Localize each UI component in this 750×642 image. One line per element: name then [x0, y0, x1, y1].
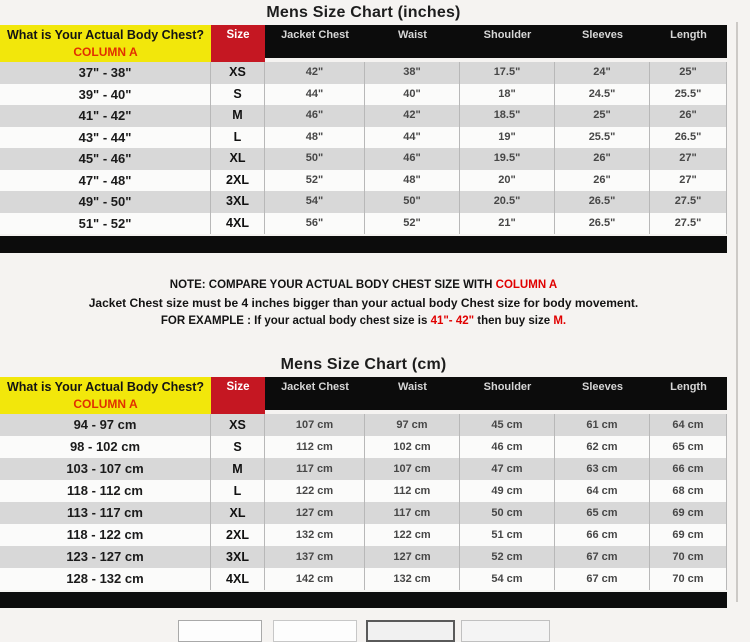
chest-range-cell: 45" - 46" — [0, 148, 211, 170]
chest-range-cell: 47" - 48" — [0, 170, 211, 192]
table-header — [0, 25, 727, 62]
thumbnail-4[interactable] — [461, 620, 550, 642]
measure-value-cell: 64 cm — [650, 414, 727, 436]
size-cell: 4XL — [211, 213, 265, 235]
measure-value-cell: 52" — [265, 170, 365, 192]
measure-value-cell: 26.5" — [650, 127, 727, 149]
measure-value-cell: 68 cm — [650, 480, 727, 502]
measure-value-cell: 107 cm — [265, 414, 365, 436]
measure-value-cell: 51 cm — [460, 524, 555, 546]
table-row — [0, 84, 727, 106]
size-column-header: Size — [211, 25, 265, 62]
table-row — [0, 568, 727, 590]
measure-value-cell: 25.5" — [650, 84, 727, 106]
measure-value-cell: 24.5" — [555, 84, 650, 106]
size-cell: XS — [211, 414, 265, 436]
measure-value-cell: 21" — [460, 213, 555, 235]
table-row — [0, 191, 727, 213]
table-row — [0, 436, 727, 458]
size-cell: XL — [211, 148, 265, 170]
column-a-reference: COLUMN A — [495, 279, 558, 291]
measure-value-cell: 137 cm — [265, 546, 365, 568]
table-footer-bar — [0, 592, 727, 608]
measure-value-cell: 54 cm — [460, 568, 555, 590]
measure-value-cell: 112 cm — [265, 436, 365, 458]
table-footer-bar — [0, 236, 727, 253]
table-row — [0, 458, 727, 480]
chest-range-cell: 37" - 38" — [0, 62, 211, 84]
measure-value-cell: 26" — [555, 170, 650, 192]
measure-header-0: Jacket Chest — [281, 381, 349, 393]
measure-value-cell: 38" — [365, 62, 460, 84]
measure-value-cell: 67 cm — [555, 546, 650, 568]
chest-range-cell: 51" - 52" — [0, 213, 211, 235]
chest-range-cell: 103 - 107 cm — [0, 458, 211, 480]
measure-value-cell: 25.5" — [555, 127, 650, 149]
measure-header-3: Sleeves — [582, 381, 623, 393]
table-row — [0, 213, 727, 235]
size-cell: 3XL — [211, 191, 265, 213]
measure-value-cell: 46 cm — [460, 436, 555, 458]
measure-header-3: Sleeves — [582, 29, 623, 41]
chest-range-cell: 49" - 50" — [0, 191, 211, 213]
measure-value-cell: 122 cm — [365, 524, 460, 546]
size-cell: M — [211, 105, 265, 127]
measure-value-cell: 65 cm — [555, 502, 650, 524]
size-cell: L — [211, 127, 265, 149]
size-cell: S — [211, 436, 265, 458]
table-rows — [0, 62, 727, 234]
chest-range-cell: 118 - 122 cm — [0, 524, 211, 546]
measure-value-cell: 102 cm — [365, 436, 460, 458]
measure-value-cell: 40" — [365, 84, 460, 106]
table-row — [0, 502, 727, 524]
measure-value-cell: 27" — [650, 148, 727, 170]
measure-value-cell: 27.5" — [650, 213, 727, 235]
measure-value-cell: 112 cm — [365, 480, 460, 502]
table-row — [0, 480, 727, 502]
measure-header-0: Jacket Chest — [281, 29, 349, 41]
measure-value-cell: 50" — [265, 148, 365, 170]
body-chest-question: What is Your Actual Body Chest? — [6, 380, 204, 394]
measure-value-cell: 49 cm — [460, 480, 555, 502]
measure-value-cell: 107 cm — [365, 458, 460, 480]
size-table-inches — [0, 25, 727, 231]
column-a-label: COLUMN A — [73, 45, 138, 59]
size-cell: 3XL — [211, 546, 265, 568]
body-chest-question: What is Your Actual Body Chest? — [6, 28, 204, 42]
chest-range-cell: 39" - 40" — [0, 84, 211, 106]
measure-header-2: Shoulder — [483, 381, 532, 393]
body-chest-header — [0, 377, 211, 414]
measure-value-cell: 50 cm — [460, 502, 555, 524]
table-header — [0, 377, 727, 414]
measure-value-cell: 70 cm — [650, 546, 727, 568]
measure-value-cell: 20" — [460, 170, 555, 192]
measure-value-cell: 19.5" — [460, 148, 555, 170]
measure-value-cell: 26" — [555, 148, 650, 170]
chest-range-cell: 41" - 42" — [0, 105, 211, 127]
measure-value-cell: 61 cm — [555, 414, 650, 436]
measure-value-cell: 52" — [365, 213, 460, 235]
measures-header — [265, 25, 727, 58]
size-column-header: Size — [211, 377, 265, 414]
size-cell: 2XL — [211, 170, 265, 192]
size-cell: 4XL — [211, 568, 265, 590]
measure-value-cell: 25" — [555, 105, 650, 127]
chart-title-inches: Mens Size Chart (inches) — [266, 4, 461, 21]
measure-value-cell: 19" — [460, 127, 555, 149]
measure-value-cell: 26.5" — [555, 213, 650, 235]
measure-header-4: Length — [670, 381, 707, 393]
measure-value-cell: 142 cm — [265, 568, 365, 590]
measure-value-cell: 20.5" — [460, 191, 555, 213]
measure-value-cell: 122 cm — [265, 480, 365, 502]
measure-value-cell: 62 cm — [555, 436, 650, 458]
chest-range-cell: 94 - 97 cm — [0, 414, 211, 436]
measure-value-cell: 50" — [365, 191, 460, 213]
body-chest-header — [0, 25, 211, 62]
note-block — [0, 279, 727, 332]
size-cell: S — [211, 84, 265, 106]
measure-value-cell: 42" — [365, 105, 460, 127]
table-row — [0, 148, 727, 170]
size-cell: XS — [211, 62, 265, 84]
measure-value-cell: 45 cm — [460, 414, 555, 436]
thumbnail-2[interactable] — [273, 620, 357, 642]
measure-value-cell: 69 cm — [650, 502, 727, 524]
measure-value-cell: 132 cm — [365, 568, 460, 590]
table-row — [0, 105, 727, 127]
measure-value-cell: 132 cm — [265, 524, 365, 546]
note-line-3: FOR EXAMPLE : If your actual body chest size is 41"- 42" then buy size M. — [160, 315, 567, 327]
example-size-range: 41"- 42" — [430, 315, 475, 327]
size-cell: M — [211, 458, 265, 480]
table-row — [0, 414, 727, 436]
column-a-label: COLUMN A — [73, 397, 138, 411]
measure-value-cell: 27.5" — [650, 191, 727, 213]
measure-value-cell: 46" — [265, 105, 365, 127]
measure-value-cell: 24" — [555, 62, 650, 84]
measure-value-cell: 97 cm — [365, 414, 460, 436]
size-table-cm — [0, 377, 727, 586]
measure-value-cell: 48" — [365, 170, 460, 192]
note-line-1: NOTE: COMPARE YOUR ACTUAL BODY CHEST SIZE WITH COLUMN A — [169, 279, 558, 291]
measure-value-cell: 48" — [265, 127, 365, 149]
chest-range-cell: 123 - 127 cm — [0, 546, 211, 568]
measure-value-cell: 52 cm — [460, 546, 555, 568]
measure-value-cell: 26.5" — [555, 191, 650, 213]
measure-value-cell: 44" — [265, 84, 365, 106]
measure-value-cell: 127 cm — [365, 546, 460, 568]
chest-range-cell: 43" - 44" — [0, 127, 211, 149]
table-row — [0, 127, 727, 149]
measure-header-2: Shoulder — [483, 29, 532, 41]
measure-value-cell: 26" — [650, 105, 727, 127]
measure-value-cell: 18.5" — [460, 105, 555, 127]
measure-value-cell: 44" — [365, 127, 460, 149]
measure-value-cell: 25" — [650, 62, 727, 84]
image-right-border — [736, 22, 738, 602]
measure-value-cell: 70 cm — [650, 568, 727, 590]
measure-header-1: Waist — [398, 381, 427, 393]
measure-value-cell: 65 cm — [650, 436, 727, 458]
measure-value-cell: 46" — [365, 148, 460, 170]
measure-value-cell: 127 cm — [265, 502, 365, 524]
note-line-2: Jacket Chest size must be 4 inches bigger than your actual body Chest size for body movement. — [88, 296, 639, 310]
measure-value-cell: 18" — [460, 84, 555, 106]
measure-value-cell: 47 cm — [460, 458, 555, 480]
measure-value-cell: 42" — [265, 62, 365, 84]
thumbnail-3[interactable] — [366, 620, 455, 642]
chest-range-cell: 118 - 112 cm — [0, 480, 211, 502]
chest-range-cell: 128 - 132 cm — [0, 568, 211, 590]
table-row — [0, 524, 727, 546]
size-cell: L — [211, 480, 265, 502]
example-size: M. — [553, 315, 567, 327]
measure-value-cell: 117 cm — [265, 458, 365, 480]
measure-value-cell: 117 cm — [365, 502, 460, 524]
table-row — [0, 62, 727, 84]
measure-value-cell: 66 cm — [650, 458, 727, 480]
measure-value-cell: 63 cm — [555, 458, 650, 480]
measures-header — [265, 377, 727, 410]
measure-value-cell: 27" — [650, 170, 727, 192]
measure-header-1: Waist — [398, 29, 427, 41]
thumbnail-1[interactable] — [178, 620, 262, 642]
measure-value-cell: 54" — [265, 191, 365, 213]
chart-title-cm: Mens Size Chart (cm) — [280, 356, 447, 373]
chest-range-cell: 98 - 102 cm — [0, 436, 211, 458]
chest-range-cell: 113 - 117 cm — [0, 502, 211, 524]
measure-value-cell: 69 cm — [650, 524, 727, 546]
measure-value-cell: 64 cm — [555, 480, 650, 502]
table-row — [0, 170, 727, 192]
size-cell: XL — [211, 502, 265, 524]
table-rows — [0, 414, 727, 590]
measure-value-cell: 56" — [265, 213, 365, 235]
table-row — [0, 546, 727, 568]
measure-value-cell: 66 cm — [555, 524, 650, 546]
measure-value-cell: 67 cm — [555, 568, 650, 590]
size-cell: 2XL — [211, 524, 265, 546]
measure-value-cell: 17.5" — [460, 62, 555, 84]
measure-header-4: Length — [670, 29, 707, 41]
